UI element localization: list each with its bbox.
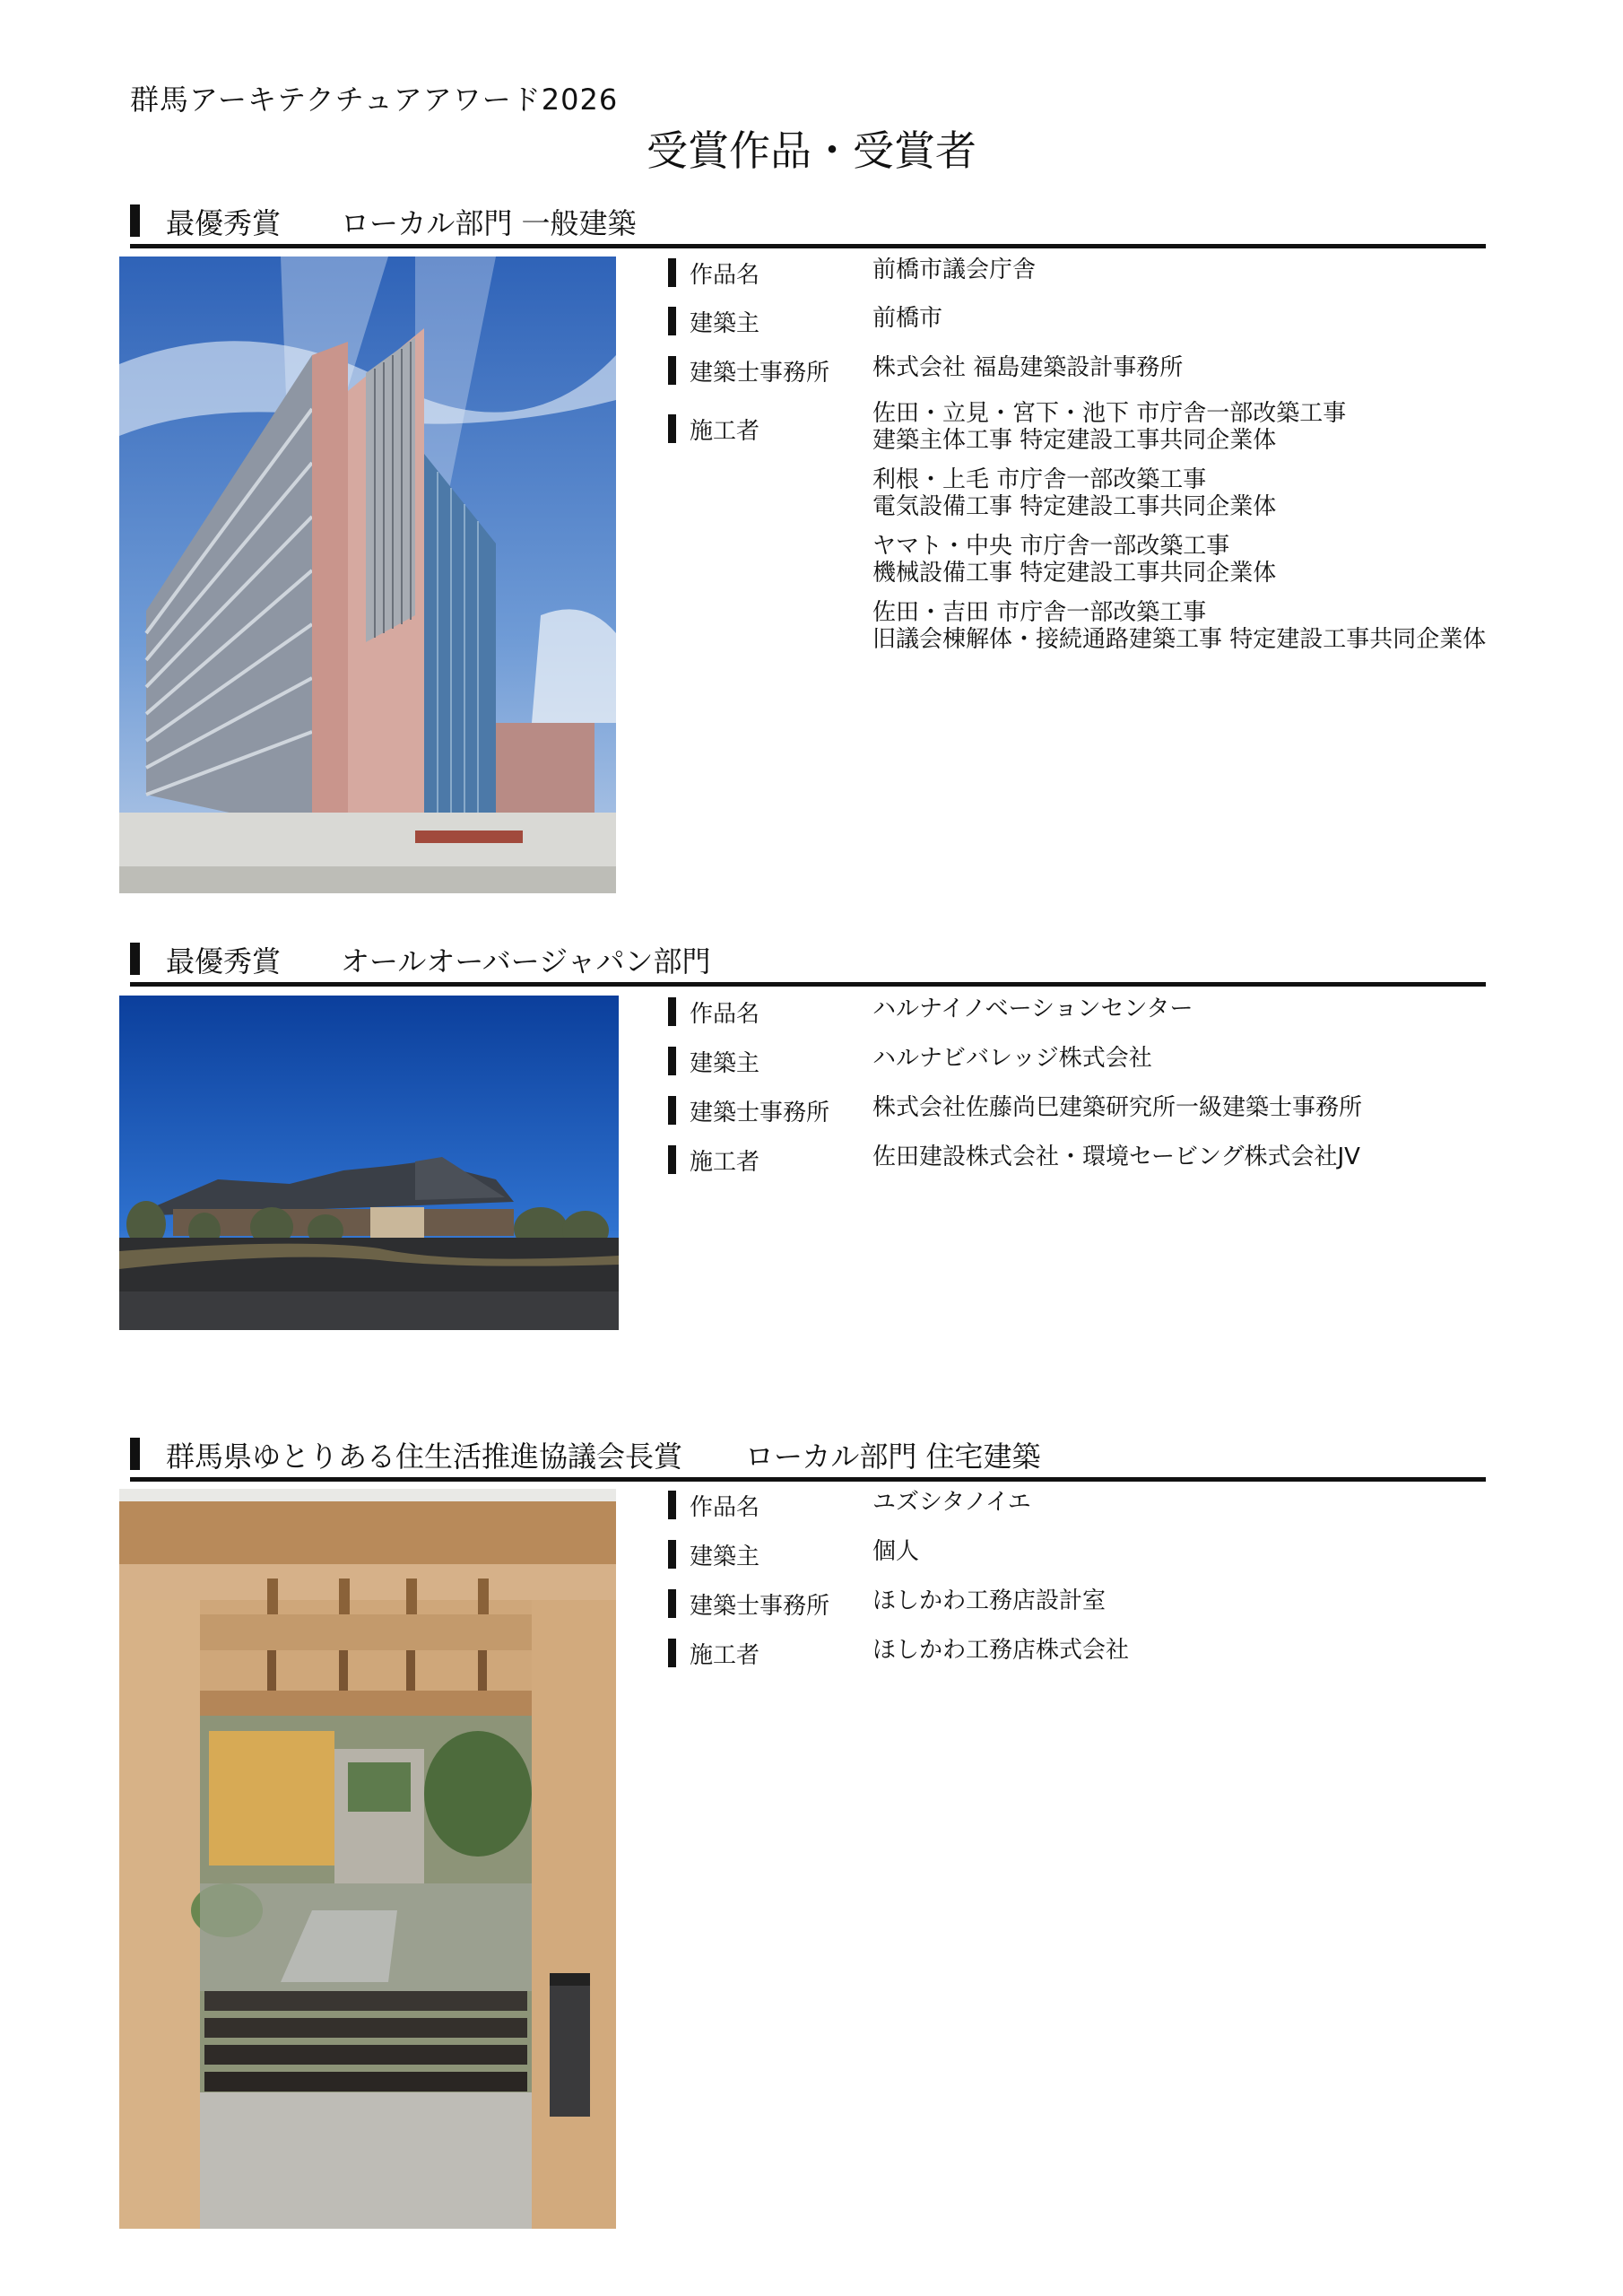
- field-label: 作品名: [690, 1494, 760, 1521]
- field-value: ユズシタノイエ: [872, 1489, 1031, 1516]
- field-contractor: [668, 400, 1493, 687]
- award-category: オールオーバージャパン部門: [341, 944, 711, 978]
- field-marker: [668, 1145, 676, 1174]
- field-marker: [668, 1540, 676, 1569]
- contractor-line: 佐田・吉田 市庁舎一部改築工事: [872, 599, 1207, 626]
- field-work-name: [668, 1489, 1493, 1525]
- section-marker: [130, 1438, 140, 1470]
- contractor-line: 旧議会棟解体・接続通路建築工事 特定建設工事共同企業体: [872, 626, 1487, 653]
- field-label: 作品名: [690, 1001, 760, 1028]
- contractor-line: ヤマト・中央 市庁舎一部改築工事: [872, 533, 1230, 560]
- field-marker: [668, 1491, 676, 1519]
- award-title: 最優秀賞: [166, 944, 282, 978]
- field-label: 建築主: [690, 1050, 760, 1077]
- field-label: 施工者: [690, 1642, 760, 1669]
- field-contractor: [668, 1637, 1493, 1673]
- field-client: [668, 1045, 1493, 1081]
- contractor-entry: [872, 400, 1491, 454]
- field-client: [668, 1538, 1493, 1574]
- contractor-entry: [872, 599, 1491, 653]
- photo-innovation-center: [119, 996, 619, 1330]
- award-title: 最優秀賞: [166, 206, 282, 240]
- field-value: 前橋市: [872, 305, 943, 332]
- field-design-office: [668, 354, 1493, 390]
- field-marker: [668, 1047, 676, 1075]
- contractor-line: 利根・上毛 市庁舎一部改築工事: [872, 466, 1207, 493]
- field-value: ほしかわ工務店設計室: [872, 1587, 1107, 1614]
- field-marker: [668, 307, 676, 335]
- field-marker: [668, 1639, 676, 1667]
- field-label: 建築士事務所: [690, 1593, 830, 1620]
- photo-yuzushita-house: [119, 1489, 616, 2229]
- field-work-name: [668, 996, 1493, 1031]
- field-label: 施工者: [690, 418, 760, 445]
- section-marker: [130, 943, 140, 975]
- field-label: 建築士事務所: [690, 360, 830, 387]
- field-value: 佐田建設株式会社・環境セービング株式会社JV: [872, 1144, 1360, 1170]
- contractor-entry: [872, 466, 1491, 520]
- field-value: 個人: [872, 1538, 920, 1565]
- field-value: 株式会社 福島建築設計事務所: [872, 354, 1184, 381]
- field-value: 株式会社佐藤尚巳建築研究所一級建築士事務所: [872, 1094, 1363, 1121]
- section-marker: [130, 204, 140, 237]
- field-contractor: [668, 1144, 1493, 1179]
- contractor-line: 機械設備工事 特定建設工事共同企業体: [872, 560, 1277, 587]
- field-value: ハルナイノベーションセンター: [872, 996, 1193, 1022]
- section-header-2: [130, 937, 1486, 987]
- field-marker: [668, 414, 676, 443]
- field-label: 施工者: [690, 1149, 760, 1176]
- award-category: ローカル部門 一般建築: [341, 206, 637, 240]
- field-label: 建築主: [690, 310, 760, 337]
- contractor-line: 建築主体工事 特定建設工事共同企業体: [872, 427, 1277, 454]
- photo-city-council-building: [119, 257, 616, 893]
- field-design-office: [668, 1587, 1493, 1623]
- field-label: 建築士事務所: [690, 1100, 830, 1126]
- page-title: 受賞作品・受賞者: [647, 126, 976, 175]
- field-value: ほしかわ工務店株式会社: [872, 1637, 1130, 1664]
- section-header-1: [130, 199, 1486, 248]
- field-marker: [668, 1589, 676, 1618]
- award-title: 群馬県ゆとりある住生活推進協議会長賞: [166, 1439, 683, 1474]
- award-category: ローカル部門 住宅建築: [745, 1439, 1041, 1474]
- field-value: 前橋市議会庁舎: [872, 257, 1037, 283]
- contractor-line: 電気設備工事 特定建設工事共同企業体: [872, 493, 1277, 520]
- field-marker: [668, 258, 676, 287]
- section-header-3: [130, 1432, 1486, 1482]
- field-client: [668, 305, 1493, 341]
- field-label: 建築主: [690, 1544, 760, 1570]
- field-work-name: [668, 257, 1493, 292]
- field-marker: [668, 356, 676, 385]
- field-marker: [668, 1096, 676, 1125]
- award-series-name: 群馬アーキテクチュアアワード2026: [130, 83, 619, 117]
- contractor-entry: [872, 533, 1491, 587]
- contractor-line: 佐田・立見・宮下・池下 市庁舎一部改築工事: [872, 400, 1347, 427]
- field-design-office: [668, 1094, 1493, 1130]
- field-marker: [668, 997, 676, 1026]
- field-value: ハルナビバレッジ株式会社: [872, 1045, 1152, 1072]
- field-label: 作品名: [690, 262, 760, 289]
- contractor-list: [872, 400, 1491, 665]
